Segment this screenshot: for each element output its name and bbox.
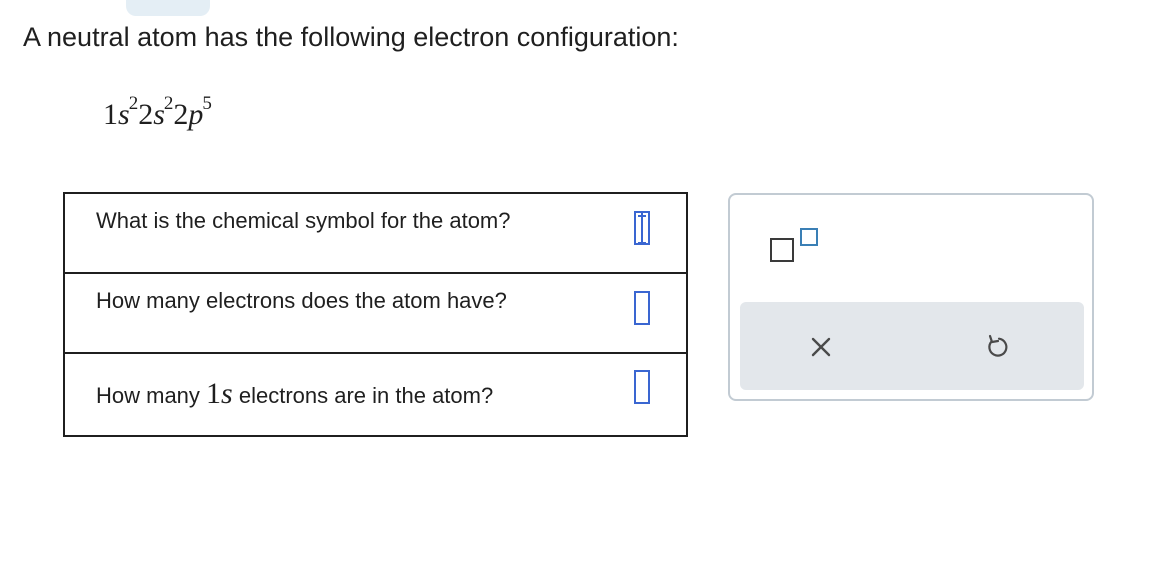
config-term: $2s^2$ <box>138 93 174 131</box>
question-label: How many electrons does the atom have? <box>96 288 507 313</box>
clear-button[interactable] <box>806 332 836 362</box>
question-title: A neutral atom has the following electron configuration: <box>23 22 679 52</box>
base-box <box>770 238 794 262</box>
table-row <box>65 354 686 435</box>
electron-configuration <box>103 88 212 135</box>
config-term: $2p^5$ <box>173 93 212 131</box>
question-label: What is the chemical symbol for the atom? <box>96 208 511 233</box>
1s-electron-count-input[interactable] <box>634 370 650 404</box>
question-table <box>63 192 688 437</box>
close-icon <box>806 332 836 362</box>
top-tab[interactable] <box>126 0 210 16</box>
undo-button[interactable] <box>982 332 1012 362</box>
table-row <box>65 194 686 274</box>
undo-icon <box>982 332 1012 362</box>
table-row <box>65 274 686 354</box>
question-label: How many 1s electrons are in the atom? <box>96 377 494 410</box>
superscript-template-icon[interactable] <box>770 228 820 270</box>
tool-action-bar <box>740 302 1084 390</box>
exponent-box <box>800 228 818 246</box>
chemical-symbol-input[interactable] <box>634 211 650 245</box>
electron-count-input[interactable] <box>634 291 650 325</box>
answer-tool-panel <box>728 193 1094 401</box>
config-term: $1s^2$ <box>103 93 139 131</box>
